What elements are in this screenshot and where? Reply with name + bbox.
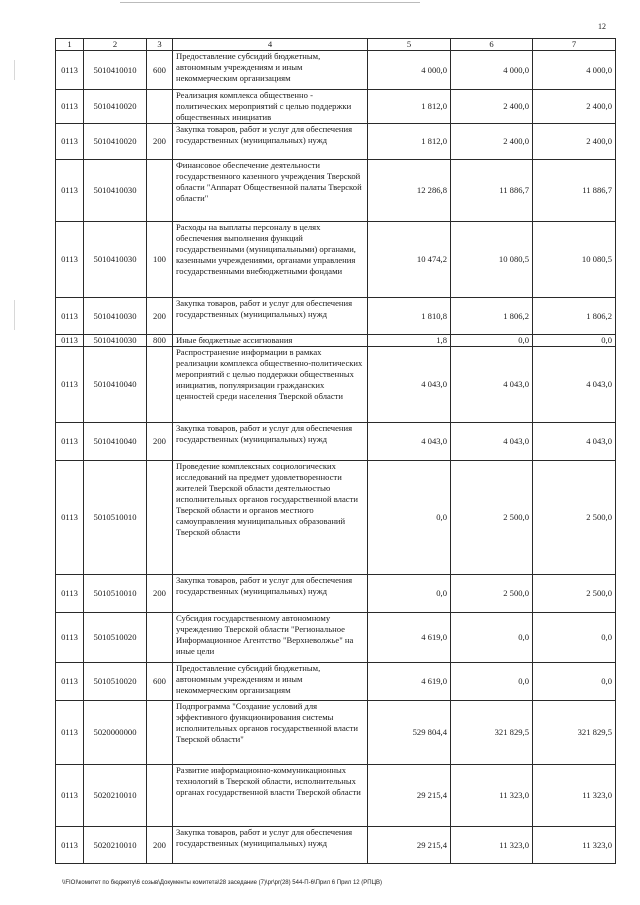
amount-year1-cell: 1,8 (368, 335, 451, 347)
table-row (56, 298, 616, 335)
target-article-cell: 5010510020 (84, 613, 147, 663)
expense-type-cell (147, 461, 173, 575)
amount-year2-cell: 4 043,0 (451, 423, 533, 461)
table-row (56, 461, 616, 575)
table-row (56, 160, 616, 222)
description-cell: Развитие информационно-коммуникационных технологий в Тверской области, исполнительных органах государственной власти Тверской области (173, 765, 368, 827)
expense-type-cell: 200 (147, 423, 173, 461)
target-article-cell: 5020210010 (84, 827, 147, 864)
amount-year1-cell: 0,0 (368, 575, 451, 613)
table-row (56, 222, 616, 298)
amount-year1-cell: 4 619,0 (368, 613, 451, 663)
target-article-cell: 5010410040 (84, 347, 147, 423)
amount-year1-cell: 10 474,2 (368, 222, 451, 298)
target-article-cell: 5010410040 (84, 423, 147, 461)
footer-file-path: \\FIOI\комитет по бюджету\6 созыв\Документы комитета\28 заседание (7)\pr\pr(28) 544-П-6\Прил 6 Прил 12 (РПЦВ) (62, 880, 383, 886)
amount-year2-cell: 2 500,0 (451, 461, 533, 575)
table-row (56, 423, 616, 461)
expense-type-cell: 200 (147, 575, 173, 613)
table-row (56, 51, 616, 90)
amount-year1-cell: 529 804,4 (368, 701, 451, 765)
amount-year2-cell: 11 323,0 (451, 827, 533, 864)
section-code-cell: 0113 (56, 222, 84, 298)
expense-type-cell (147, 90, 173, 124)
description-cell: Распространение информации в рамках реализации комплекса общественно-политических мероприятий с целью поддержки общественных инициатив, популяризации гражданских ценностей среди населения Тверской области (173, 347, 368, 423)
target-article-cell: 5010510020 (84, 663, 147, 701)
target-article-cell: 5010410030 (84, 335, 147, 347)
amount-year2-cell: 1 806,2 (451, 298, 533, 335)
amount-year1-cell: 12 286,8 (368, 160, 451, 222)
amount-year2-cell: 2 400,0 (451, 124, 533, 160)
description-cell: Расходы на выплаты персоналу в целях обеспечения выполнения функций государственными (муниципальными) органами, казенными учреждениями, органами управления государственными внебюджетными фондами (173, 222, 368, 298)
amount-year3-cell: 321 829,5 (533, 701, 616, 765)
expense-type-cell: 200 (147, 298, 173, 335)
amount-year2-cell: 4 043,0 (451, 347, 533, 423)
section-code-cell: 0113 (56, 423, 84, 461)
amount-year3-cell: 11 886,7 (533, 160, 616, 222)
amount-year2-cell: 0,0 (451, 663, 533, 701)
table-row (56, 827, 616, 864)
target-article-cell: 5010410010 (84, 51, 147, 90)
section-code-cell: 0113 (56, 827, 84, 864)
amount-year3-cell: 1 806,2 (533, 298, 616, 335)
description-cell: Реализация комплекса общественно - политических мероприятий с целью поддержки общественных инициатив (173, 90, 368, 124)
table-row (56, 335, 616, 347)
section-code-cell: 0113 (56, 90, 84, 124)
table-row (56, 701, 616, 765)
section-code-cell: 0113 (56, 347, 84, 423)
expense-type-cell (147, 613, 173, 663)
description-cell: Субсидия государственному автономному учреждению Тверской области "Региональное Информационное Агентство "Верхневолжье" на иные цели (173, 613, 368, 663)
description-cell: Предоставление субсидий бюджетным, автономным учреждениям и иным некоммерческим организациям (173, 51, 368, 90)
amount-year1-cell: 4 000,0 (368, 51, 451, 90)
amount-year1-cell: 4 043,0 (368, 423, 451, 461)
table-row (56, 663, 616, 701)
section-code-cell: 0113 (56, 701, 84, 765)
amount-year2-cell: 11 886,7 (451, 160, 533, 222)
amount-year3-cell: 0,0 (533, 335, 616, 347)
amount-year1-cell: 29 215,4 (368, 765, 451, 827)
target-article-cell: 5010410030 (84, 298, 147, 335)
column-header: 6 (451, 39, 533, 51)
table-row (56, 124, 616, 160)
description-cell: Закупка товаров, работ и услуг для обеспечения государственных (муниципальных) нужд (173, 298, 368, 335)
target-article-cell: 5010410020 (84, 90, 147, 124)
table-row (56, 347, 616, 423)
description-cell: Предоставление субсидий бюджетным, автономным учреждениям и иным некоммерческим организациям (173, 663, 368, 701)
section-code-cell: 0113 (56, 51, 84, 90)
amount-year3-cell: 4 043,0 (533, 423, 616, 461)
section-code-cell: 0113 (56, 575, 84, 613)
amount-year2-cell: 4 000,0 (451, 51, 533, 90)
expense-type-cell: 600 (147, 663, 173, 701)
section-code-cell: 0113 (56, 298, 84, 335)
column-header: 3 (147, 39, 173, 51)
column-header: 5 (368, 39, 451, 51)
amount-year2-cell: 11 323,0 (451, 765, 533, 827)
amount-year2-cell: 2 400,0 (451, 90, 533, 124)
target-article-cell: 5010510010 (84, 575, 147, 613)
section-code-cell: 0113 (56, 124, 84, 160)
amount-year2-cell: 0,0 (451, 335, 533, 347)
amount-year3-cell: 2 500,0 (533, 575, 616, 613)
column-header: 2 (84, 39, 147, 51)
target-article-cell: 5010510010 (84, 461, 147, 575)
description-cell: Закупка товаров, работ и услуг для обеспечения государственных (муниципальных) нужд (173, 423, 368, 461)
section-code-cell: 0113 (56, 160, 84, 222)
amount-year3-cell: 2 400,0 (533, 90, 616, 124)
description-cell: Закупка товаров, работ и услуг для обеспечения государственных (муниципальных) нужд (173, 827, 368, 864)
amount-year3-cell: 11 323,0 (533, 765, 616, 827)
description-cell: Финансовое обеспечение деятельности государственного казенного учреждения Тверской области "Аппарат Общественной палаты Тверской области" (173, 160, 368, 222)
amount-year3-cell: 10 080,5 (533, 222, 616, 298)
table-header-row (56, 39, 616, 51)
amount-year3-cell: 2 500,0 (533, 461, 616, 575)
section-code-cell: 0113 (56, 613, 84, 663)
page-number: 12 (598, 22, 606, 31)
target-article-cell: 5020000000 (84, 701, 147, 765)
target-article-cell: 5010410020 (84, 124, 147, 160)
amount-year1-cell: 4 043,0 (368, 347, 451, 423)
section-code-cell: 0113 (56, 461, 84, 575)
expense-type-cell: 200 (147, 827, 173, 864)
amount-year2-cell: 2 500,0 (451, 575, 533, 613)
amount-year3-cell: 0,0 (533, 663, 616, 701)
amount-year3-cell: 0,0 (533, 613, 616, 663)
amount-year3-cell: 4 000,0 (533, 51, 616, 90)
expense-type-cell (147, 160, 173, 222)
expense-type-cell: 200 (147, 124, 173, 160)
budget-table (55, 38, 616, 864)
column-header: 1 (56, 39, 84, 51)
amount-year2-cell: 10 080,5 (451, 222, 533, 298)
amount-year1-cell: 1 810,8 (368, 298, 451, 335)
description-cell: Закупка товаров, работ и услуг для обеспечения государственных (муниципальных) нужд (173, 124, 368, 160)
binding-mark (14, 300, 15, 330)
amount-year3-cell: 2 400,0 (533, 124, 616, 160)
scan-artifact-line (120, 2, 420, 3)
table-row (56, 765, 616, 827)
target-article-cell: 5010410030 (84, 222, 147, 298)
amount-year1-cell: 1 812,0 (368, 124, 451, 160)
amount-year3-cell: 11 323,0 (533, 827, 616, 864)
section-code-cell: 0113 (56, 765, 84, 827)
table-row (56, 613, 616, 663)
amount-year1-cell: 1 812,0 (368, 90, 451, 124)
description-cell: Проведение комплексных социологических исследований на предмет удовлетворенности жителей Тверской области деятельностью исполнительных органов государственной власти Тверской области и органов местного самоуправления муниципальных образований Тверской области (173, 461, 368, 575)
target-article-cell: 5020210010 (84, 765, 147, 827)
amount-year2-cell: 321 829,5 (451, 701, 533, 765)
amount-year1-cell: 29 215,4 (368, 827, 451, 864)
description-cell: Подпрограмма "Создание условий для эффективного функционирования системы исполнительных органов государственной власти Тверской области" (173, 701, 368, 765)
target-article-cell: 5010410030 (84, 160, 147, 222)
description-cell: Закупка товаров, работ и услуг для обеспечения государственных (муниципальных) нужд (173, 575, 368, 613)
description-cell: Иные бюджетные ассигнования (173, 335, 368, 347)
amount-year1-cell: 4 619,0 (368, 663, 451, 701)
expense-type-cell (147, 347, 173, 423)
expense-type-cell: 100 (147, 222, 173, 298)
amount-year3-cell: 4 043,0 (533, 347, 616, 423)
table-row (56, 575, 616, 613)
section-code-cell: 0113 (56, 335, 84, 347)
amount-year2-cell: 0,0 (451, 613, 533, 663)
column-header: 4 (173, 39, 368, 51)
expense-type-cell (147, 701, 173, 765)
expense-type-cell: 800 (147, 335, 173, 347)
column-header: 7 (533, 39, 616, 51)
expense-type-cell (147, 765, 173, 827)
table-row (56, 90, 616, 124)
binding-mark (14, 60, 15, 80)
expense-type-cell: 600 (147, 51, 173, 90)
section-code-cell: 0113 (56, 663, 84, 701)
amount-year1-cell: 0,0 (368, 461, 451, 575)
